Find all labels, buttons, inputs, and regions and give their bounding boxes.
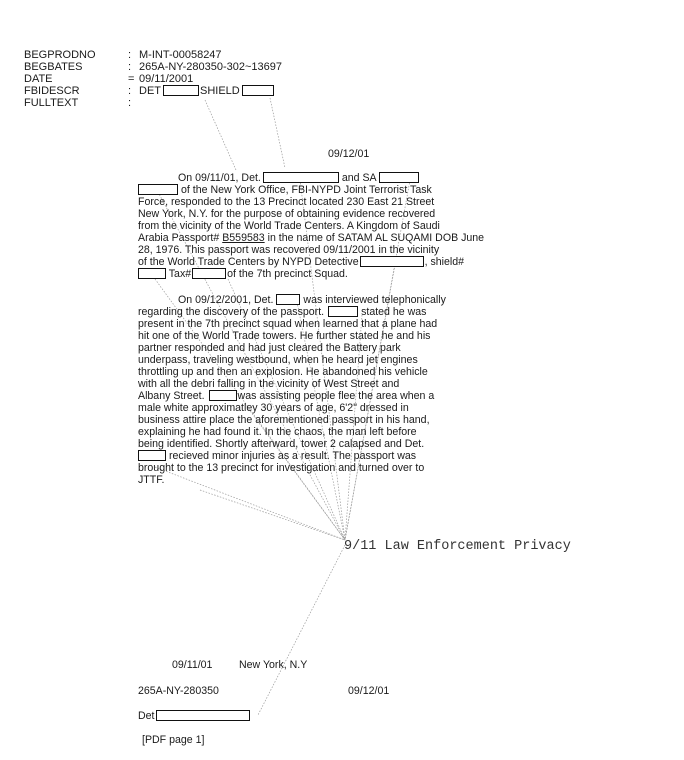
text-line: explaining he had found it. In the chaos, the man left before — [138, 426, 417, 438]
field-label-fbidescr: FBIDESCR — [24, 85, 80, 97]
text-line: JTTF. — [138, 474, 165, 486]
redaction-box — [263, 172, 339, 183]
footer-place: New York, N.Y — [239, 659, 308, 671]
field-sep: : — [128, 97, 132, 109]
text-line — [178, 294, 446, 306]
passport-number: B559583 — [222, 232, 265, 244]
text-segment: recieved minor injuries as a result. The passport was — [169, 450, 417, 462]
text-segment: was interviewed telephonically — [303, 294, 446, 306]
text-line — [138, 390, 434, 402]
redaction-box — [138, 268, 166, 279]
text-line: business attire place the aforementioned passport in his hand, — [138, 414, 430, 426]
field-sep: : — [128, 49, 132, 61]
shield-label: SHIELD — [200, 85, 240, 97]
text-line — [138, 232, 484, 244]
text-segment: Albany Street. — [138, 390, 205, 402]
text-segment: Tax# — [166, 268, 192, 280]
field-label-fulltext: FULLTEXT — [24, 97, 79, 109]
text-line: with all the debri falling in the vicinity of West Street and — [138, 378, 400, 390]
text-line: partner responded and had just cleared the Battery park — [138, 342, 401, 354]
text-segment: in the name of SATAM AL SUQAMI DOB June — [264, 232, 485, 244]
field-value-fbidescr — [139, 85, 274, 97]
text-segment: was assisting people flee the area when a — [237, 390, 435, 402]
text-line: underpass, traveling westbound, when he heard jet engines — [138, 354, 418, 366]
redaction-box — [360, 256, 424, 267]
text-line: from the vicinity of the World Trade Centers. A Kingdom of Saudi — [138, 220, 440, 232]
field-sep: = — [128, 73, 135, 85]
redaction-box — [163, 85, 199, 96]
text-line: 28, 1976. This passport was recovered 09/11/2001 in the vicinity — [138, 244, 440, 256]
redaction-box — [276, 294, 300, 305]
text-line — [178, 172, 419, 184]
text-line: brought to the 13 precinct for investigation and turned over to — [138, 462, 425, 474]
footer-date: 09/11/01 — [172, 659, 213, 671]
document-date: 09/12/01 — [328, 148, 370, 160]
text-line — [138, 450, 416, 462]
field-value-begbates: 265A-NY-280350-302~13697 — [139, 61, 283, 73]
field-label-begbates: BEGBATES — [24, 61, 83, 73]
redaction-box — [138, 450, 166, 461]
text-segment: and SA — [341, 172, 377, 184]
text-segment: Arabia Passport# — [138, 232, 223, 244]
text-line: male white approximatley 30 years of age, 6'2" dressed in — [138, 402, 409, 414]
field-sep: : — [128, 85, 132, 97]
field-sep: : — [128, 61, 132, 73]
text-line — [138, 256, 464, 268]
text-line: Force, responded to the 13 Precinct located 230 East 21 Street — [138, 196, 435, 208]
text-line: throttling up and then an explosion. He abandoned his vehicle — [138, 366, 428, 378]
text-segment: regarding the discovery of the passport. — [138, 306, 325, 318]
field-label-date: DATE — [24, 73, 53, 85]
text-segment: of the 7th precinct Squad. — [227, 268, 348, 280]
text-segment: , shield# — [424, 256, 465, 268]
redaction-box — [242, 85, 274, 96]
redaction-box — [192, 268, 226, 279]
text-segment: of the New York Office, FBI-NYPD Joint Terrorist Task — [181, 184, 432, 196]
redaction-box — [209, 390, 237, 401]
footer-det — [138, 710, 250, 722]
pdf-page-label: [PDF page 1] — [142, 734, 205, 746]
field-value-date: 09/11/2001 — [139, 73, 194, 85]
text-segment: On 09/12/2001, Det. — [178, 294, 274, 306]
text-line: being identified. Shortly afterward, tower 2 calapsed and Det. — [138, 438, 425, 450]
text-line — [138, 268, 348, 280]
redaction-box — [379, 172, 419, 183]
text-line: present in the 7th precinct squad when learned that a plane had — [138, 318, 438, 330]
text-line — [138, 306, 426, 318]
text-line: New York, N.Y. for the purpose of obtaining evidence recovered — [138, 208, 436, 220]
footer-file-number: 265A-NY-280350 — [138, 685, 219, 697]
text-segment: of the World Trade Centers by NYPD Detective — [138, 256, 359, 268]
redaction-box — [328, 306, 358, 317]
text-line: hit one of the World Trade towers. He further stated he and his — [138, 330, 431, 342]
det-label: Det — [138, 710, 155, 722]
field-value-begprodno: M-INT-00058247 — [139, 49, 222, 61]
privacy-exemption-stamp: 9/11 Law Enforcement Privacy — [344, 539, 571, 554]
footer-date-2: 09/12/01 — [348, 685, 390, 697]
text-segment: On 09/11/01, Det. — [178, 172, 261, 184]
det-label: DET — [139, 85, 161, 97]
text-segment: stated he was — [361, 306, 427, 318]
field-label-begprodno: BEGPRODNO — [24, 49, 96, 61]
text-line — [138, 184, 432, 196]
redaction-box — [138, 184, 178, 195]
redaction-box — [156, 710, 250, 721]
